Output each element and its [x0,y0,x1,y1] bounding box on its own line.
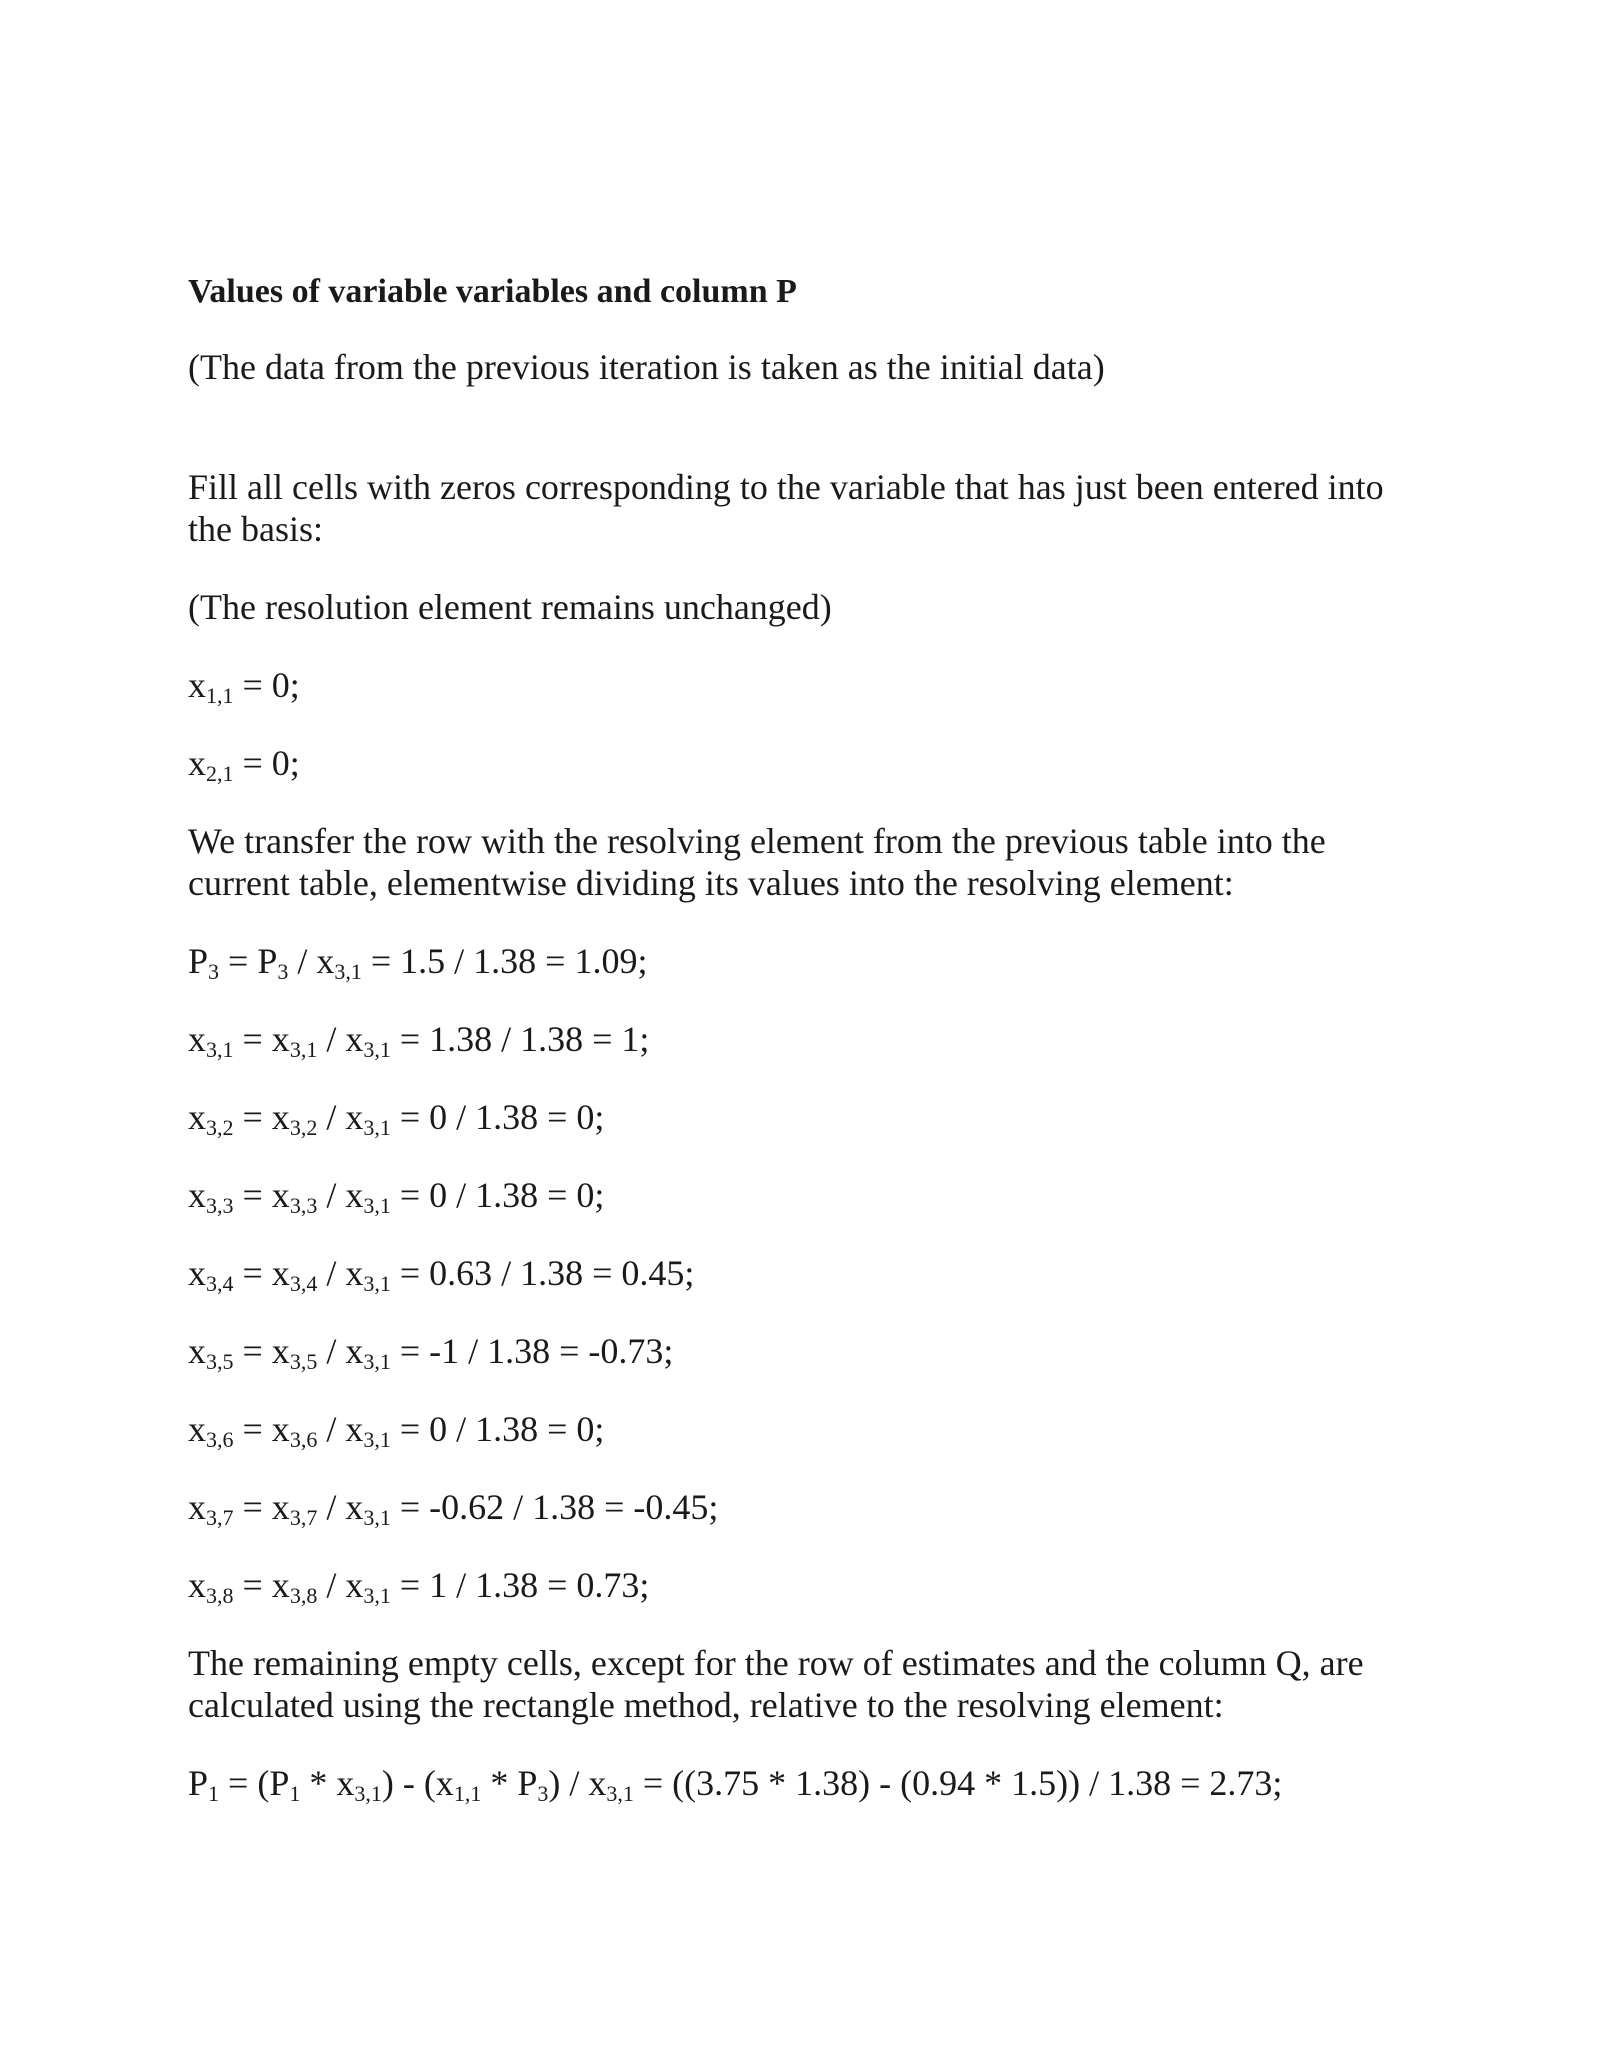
eq-rest: = 0; [233,743,300,783]
eq-subscript: 1 [289,1781,301,1806]
eq-part: * x [300,1763,355,1803]
eq-part: ) / x [548,1763,607,1803]
eq-subscript: 3,3 [289,1193,318,1218]
eq-part: = (P [219,1763,290,1803]
eq-part: x [188,1175,206,1215]
eq-part: = P [219,941,278,981]
eq-part: x [188,1565,206,1605]
eq-subscript: 3,4 [289,1271,318,1296]
eq-part: P [188,1763,209,1803]
eq-part: / x [317,1331,364,1371]
section-heading: Values of variable variables and column P [188,273,797,310]
eq-subscript: 3,1 [363,1349,391,1374]
eq-part: = 1 / 1.38 = 0.73; [390,1565,650,1605]
eq-subscript: 3,1 [363,1037,391,1062]
eq-part: / x [288,941,335,981]
eq-part: = ((3.75 * 1.38) - (0.94 * 1.5)) / 1.38 = 2.73; [633,1763,1283,1803]
zero-equation [188,664,1428,706]
eq-part: = 1.5 / 1.38 = 1.09; [361,941,648,981]
resolution-element-note: (The resolution element remains unchanged) [188,587,832,627]
eq-subscript: 3,1 [363,1583,391,1608]
division-equation [188,1408,1428,1450]
division-equation [188,1174,1428,1216]
eq-subscript: 3,1 [363,1193,391,1218]
eq-part: / x [317,1565,364,1605]
eq-var: x [188,665,206,705]
eq-rest: = 0; [233,665,300,705]
eq-part: x [188,1019,206,1059]
eq-part: ) - (x [381,1763,454,1803]
document-body [188,268,1428,1840]
eq-subscript: 3,1 [606,1781,634,1806]
eq-part: = x [233,1019,290,1059]
eq-part: P [188,941,209,981]
division-equation [188,1486,1428,1528]
eq-subscript: 1,1 [453,1781,482,1806]
eq-part: = x [233,1175,290,1215]
eq-subscript: 3,1 [363,1115,391,1140]
eq-part: = 0.63 / 1.38 = 0.45; [390,1253,695,1293]
eq-part: = x [233,1253,290,1293]
eq-var: x [188,743,206,783]
division-equation [188,940,1428,982]
eq-part: / x [317,1487,364,1527]
eq-subscript: 2,1 [206,761,234,786]
eq-subscript: 3,5 [289,1349,318,1374]
eq-subscript: 3,6 [206,1427,234,1452]
eq-part: x [188,1487,206,1527]
division-equation [188,1018,1428,1060]
fill-zeros-instruction: Fill all cells with zeros corresponding to the variable that has just been entered into the basis: [188,467,1384,549]
eq-subscript: 3,8 [206,1583,234,1608]
eq-part: = 0 / 1.38 = 0; [390,1097,605,1137]
initial-data-note: (The data from the previous iteration is taken as the initial data) [188,347,1105,387]
eq-part: x [188,1409,206,1449]
eq-part: = 0 / 1.38 = 0; [390,1409,605,1449]
eq-part: = -1 / 1.38 = -0.73; [390,1331,674,1371]
eq-subscript: 3,6 [289,1427,318,1452]
eq-subscript: 1,1 [206,683,234,708]
zero-equation [188,742,1428,784]
eq-part: * P [481,1763,538,1803]
eq-part: x [188,1097,206,1137]
eq-part: = -0.62 / 1.38 = -0.45; [390,1487,719,1527]
eq-subscript: 3 [277,959,289,984]
eq-part: = x [233,1565,290,1605]
eq-subscript: 3,1 [289,1037,318,1062]
eq-subscript: 3,1 [363,1271,391,1296]
eq-subscript: 3,1 [363,1505,391,1530]
eq-part: x [188,1331,206,1371]
division-equation [188,1330,1428,1372]
eq-part: = x [233,1409,290,1449]
eq-subscript: 3,2 [289,1115,318,1140]
eq-subscript: 3,2 [206,1115,234,1140]
eq-subscript: 3,4 [206,1271,234,1296]
eq-part: / x [317,1097,364,1137]
eq-subscript: 3,1 [334,959,362,984]
rectangle-method-text: The remaining empty cells, except for the row of estimates and the column Q, are calculated using the rectangle method, relative to the resolving element: [188,1643,1364,1725]
division-equation [188,1252,1428,1294]
eq-subscript: 3 [537,1781,549,1806]
rectangle-equation [188,1762,1428,1804]
eq-subscript: 1 [208,1781,220,1806]
eq-part: = x [233,1331,290,1371]
eq-part: / x [317,1253,364,1293]
eq-subscript: 3,1 [206,1037,234,1062]
eq-subscript: 3,1 [354,1781,382,1806]
eq-part: = 0 / 1.38 = 0; [390,1175,605,1215]
eq-subscript: 3,7 [206,1505,234,1530]
division-equation [188,1096,1428,1138]
eq-part: x [188,1253,206,1293]
eq-part: / x [317,1175,364,1215]
eq-subscript: 3,5 [206,1349,234,1374]
eq-part: / x [317,1409,364,1449]
eq-part: = x [233,1487,290,1527]
eq-subscript: 3,1 [363,1427,391,1452]
eq-subscript: 3,3 [206,1193,234,1218]
transfer-row-text: We transfer the row with the resolving element from the previous table into the current table, elementwise dividing its values into the resolving element: [188,821,1326,903]
division-equation [188,1564,1428,1606]
eq-part: = 1.38 / 1.38 = 1; [390,1019,650,1059]
eq-subscript: 3 [208,959,220,984]
eq-subscript: 3,7 [289,1505,318,1530]
division-equations [188,940,1428,1606]
eq-part: = x [233,1097,290,1137]
eq-part: / x [317,1019,364,1059]
eq-subscript: 3,8 [289,1583,318,1608]
